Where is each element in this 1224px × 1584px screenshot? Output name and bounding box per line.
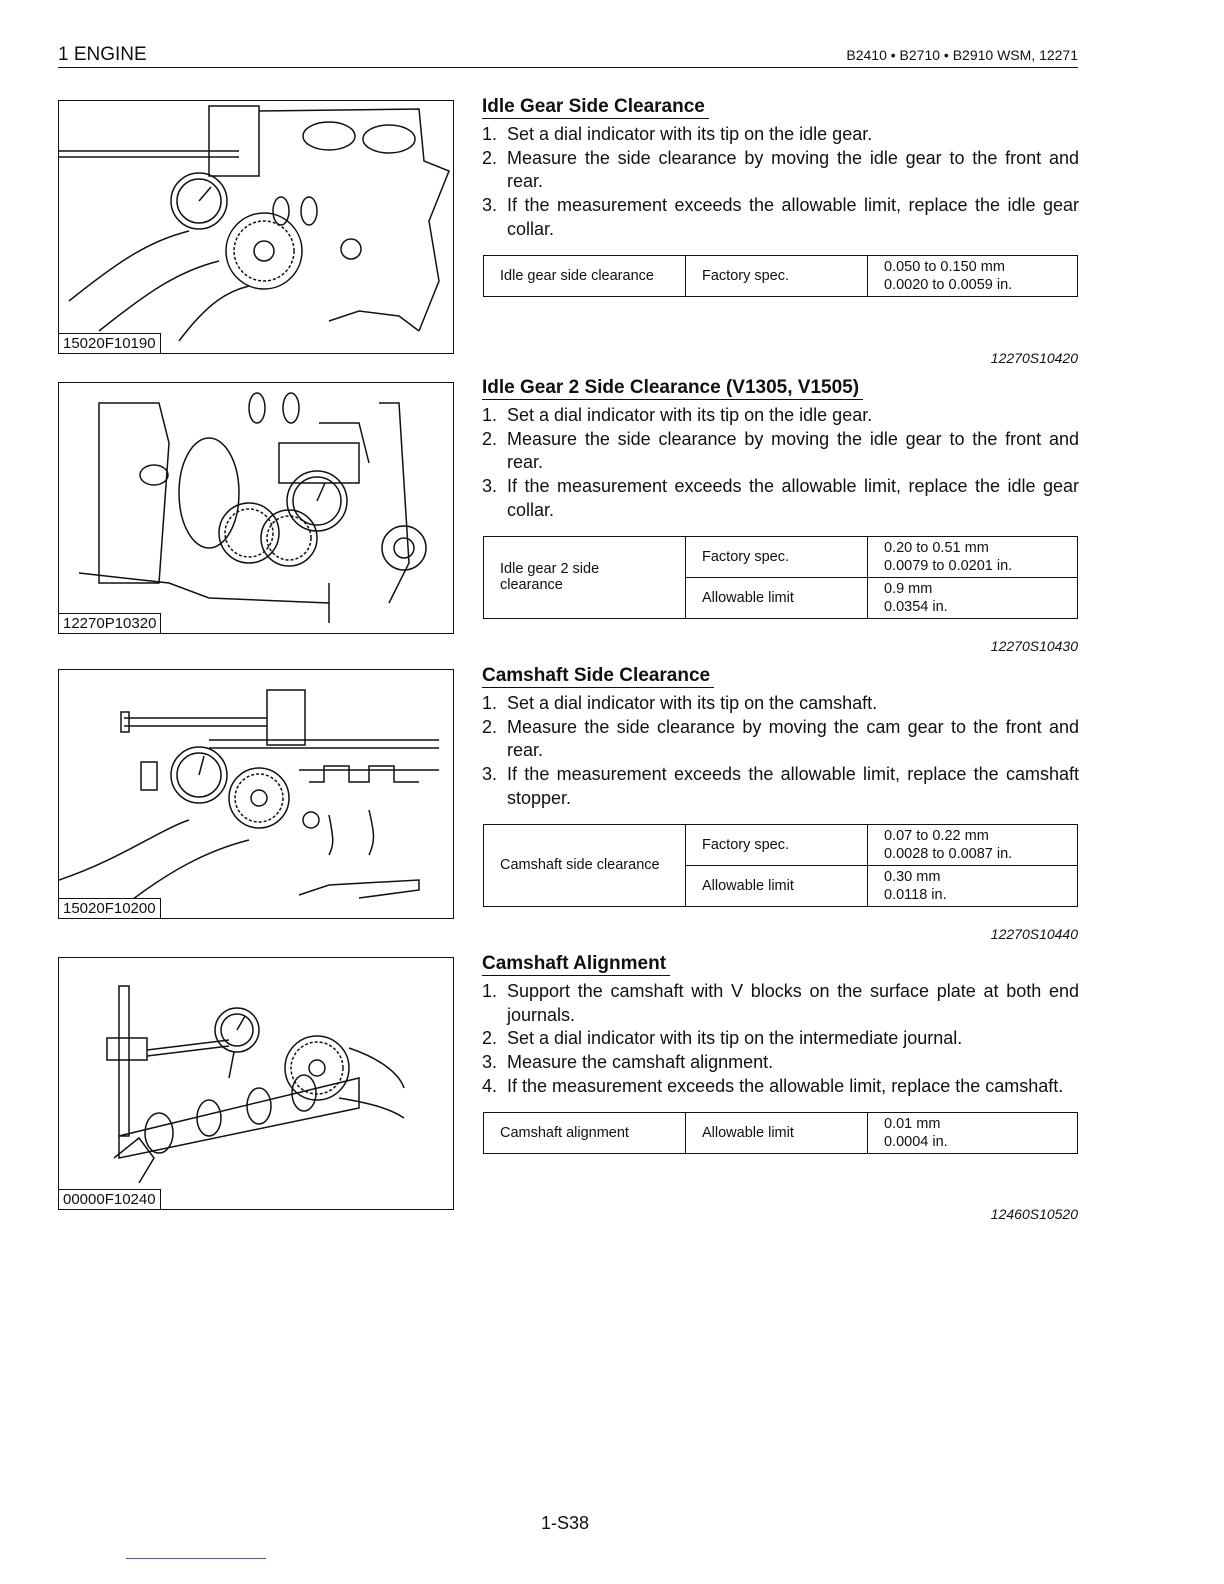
spec-table [483,255,1078,297]
step-item: 1. Set a dial indicator with its tip on the camshaft. [482,693,878,713]
idle-gear-illustration [59,101,453,353]
spec-label: Allowable limit [686,1112,868,1153]
spec-value: 0.07 to 0.22 mm 0.0028 to 0.0087 in. [868,824,1078,865]
spec-label: Allowable limit [686,577,868,618]
spec-label: Allowable limit [686,865,868,906]
step-item: 2. Set a dial indicator with its tip on the intermediate journal. [482,1028,963,1049]
step-item: 3. If the measurement exceeds the allowable limit, replace the idle gear collar. [482,476,1079,520]
spec-table [483,536,1078,619]
spec-value: 0.30 mm 0.0118 in. [868,865,1078,906]
spec-table [483,1112,1078,1154]
step-item: 2. Measure the side clearance by moving the cam gear to the front and rear. [482,716,1079,761]
figure-camshaft-side-clearance [58,669,454,919]
step-item: 3. If the measurement exceeds the allowable limit, replace the camshaft stopper. [482,764,1079,808]
figure-camshaft-alignment [58,957,454,1210]
spec-value: 0.20 to 0.51 mm 0.0079 to 0.0201 in. [868,536,1078,577]
reference-code: 12270S10440 [990,926,1078,942]
page-number: 1-S38 [540,1513,590,1533]
step-list [482,123,1079,242]
step-item: 3. If the measurement exceeds the allowable limit, replace the idle gear collar. [482,195,1079,239]
model-line: B2410 • B2710 • B2910 WSM, 12271 [846,47,1078,63]
step-item: 1. Support the camshaft with V blocks on the surface plate at both end journals. [482,981,1079,1025]
step-item: 1. Set a dial indicator with its tip on the idle gear. [482,405,873,425]
step-list [482,404,1079,523]
reference-code: 12460S10520 [990,1206,1078,1222]
step-item: 4. If the measurement exceeds the allowable limit, replace the camshaft. [482,1075,1064,1096]
spec-label: Factory spec. [686,824,868,865]
section-idle-gear-side-clearance [482,95,1079,297]
reference-code: 12270S10430 [990,638,1078,654]
spec-label: Factory spec. [686,255,868,296]
idle-gear-2-illustration [59,383,453,633]
header-rule [58,67,1078,68]
spec-label: Factory spec. [686,536,868,577]
step-item: 1. Set a dial indicator with its tip on the idle gear. [482,124,873,144]
figure-code: 12270P10320 [59,613,161,633]
spec-item: Camshaft side clearance [484,824,686,906]
reference-code: 12270S10420 [990,350,1078,366]
section-title: 1 ENGINE [58,44,147,65]
step-item: 3. Measure the camshaft alignment. [482,1052,774,1073]
section-heading: Idle Gear Side Clearance [482,95,709,119]
step-list [482,692,1079,811]
spec-value: 0.9 mm 0.0354 in. [868,577,1078,618]
camshaft-alignment-illustration [59,958,453,1209]
figure-code: 15020F10190 [59,333,161,353]
spec-value: 0.01 mm 0.0004 in. [868,1112,1078,1153]
section-camshaft-alignment [482,952,1079,1154]
figure-idle-gear-side-clearance [58,100,454,354]
spec-table [483,824,1078,907]
camshaft-side-clearance-illustration [59,670,453,918]
step-item: 2. Measure the side clearance by moving the idle gear to the front and rear. [482,428,1079,473]
spec-item: Camshaft alignment [484,1112,686,1153]
spec-item: Idle gear side clearance [484,255,686,296]
footer-rule [126,1558,266,1559]
figure-code: 00000F10240 [59,1189,161,1209]
figure-code: 15020F10200 [59,898,161,918]
section-heading: Camshaft Side Clearance [482,664,714,688]
figure-idle-gear-2-side-clearance [58,382,454,634]
spec-item: Idle gear 2 side clearance [484,536,686,618]
step-item: 2. Measure the side clearance by moving the idle gear to the front and rear. [482,147,1079,192]
step-list [482,980,1079,1099]
section-heading: Idle Gear 2 Side Clearance (V1305, V1505) [482,376,863,400]
section-idle-gear-2-side-clearance [482,376,1079,619]
section-camshaft-side-clearance [482,664,1079,907]
section-heading: Camshaft Alignment [482,952,670,976]
spec-value: 0.050 to 0.150 mm 0.0020 to 0.0059 in. [868,255,1078,296]
